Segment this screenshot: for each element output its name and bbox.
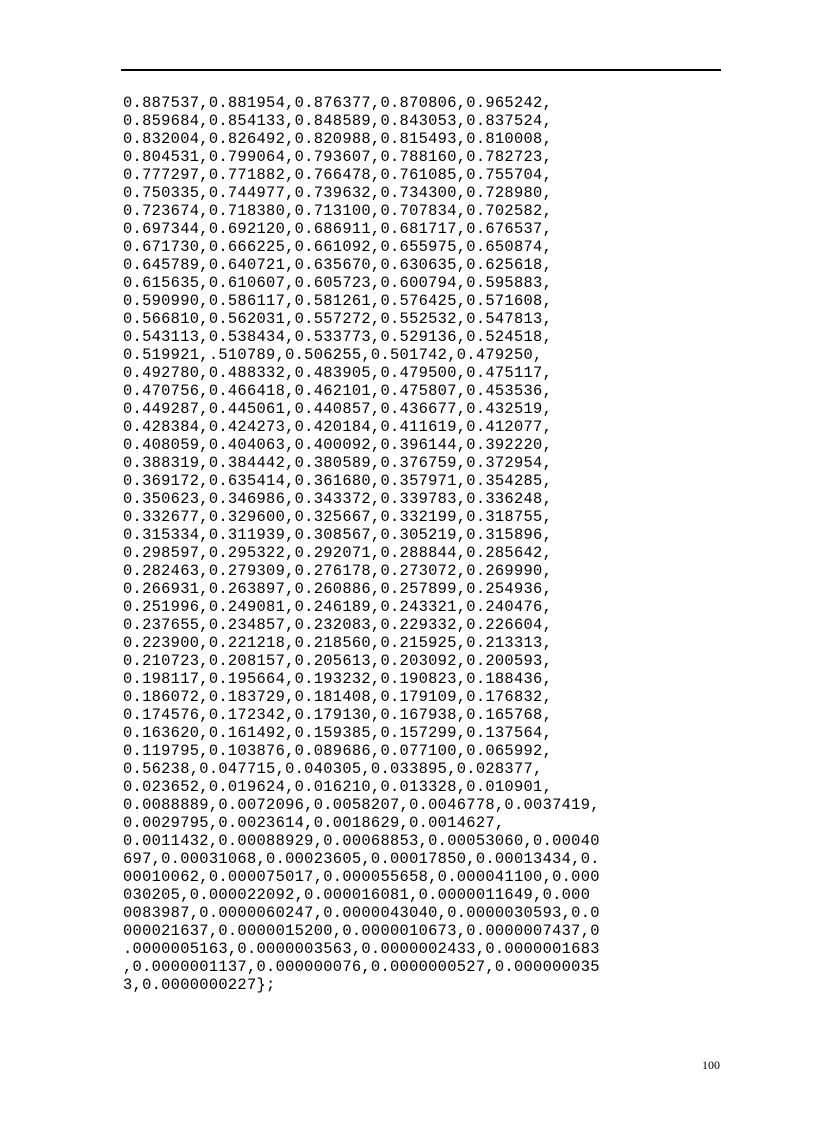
code-line: 0.369172,0.635414,0.361680,0.357971,0.354285, xyxy=(123,472,553,490)
code-line: 0.519921,.510789,0.506255,0.501742,0.479250, xyxy=(123,346,543,364)
code-line: 0.388319,0.384442,0.380589,0.376759,0.372954, xyxy=(123,454,553,472)
code-line: 0.645789,0.640721,0.635670,0.630635,0.625618, xyxy=(123,256,553,274)
code-line: 697,0.00031068,0.00023605,0.00017850,0.00013434,0. xyxy=(123,850,600,868)
code-line: 0.566810,0.562031,0.557272,0.552532,0.547813, xyxy=(123,310,553,328)
code-line: 0.350623,0.346986,0.343372,0.339783,0.336248, xyxy=(123,490,553,508)
code-line: 0.671730,0.666225,0.661092,0.655975,0.650874, xyxy=(123,238,553,256)
code-line: 0.750335,0.744977,0.739632,0.734300,0.728980, xyxy=(123,184,553,202)
code-line: 0.590990,0.586117,0.581261,0.576425,0.571608, xyxy=(123,292,553,310)
code-line: 0.023652,0.019624,0.016210,0.013328,0.010901, xyxy=(123,778,553,796)
code-line: 0.832004,0.826492,0.820988,0.815493,0.810008, xyxy=(123,130,553,148)
code-line: 0.887537,0.881954,0.876377,0.870806,0.965242, xyxy=(123,94,553,112)
code-line: 0.186072,0.183729,0.181408,0.179109,0.176832, xyxy=(123,688,553,706)
code-line: 0.804531,0.799064,0.793607,0.788160,0.782723, xyxy=(123,148,553,166)
code-line: 0083987,0.0000060247,0.0000043040,0.0000030593,0.0 xyxy=(123,904,600,922)
header-rule xyxy=(121,69,721,71)
page-number: 100 xyxy=(702,1058,720,1072)
code-line: 0.470756,0.466418,0.462101,0.475807,0.453536, xyxy=(123,382,553,400)
code-line: 0.237655,0.234857,0.232083,0.229332,0.226604, xyxy=(123,616,553,634)
code-line: 0.428384,0.424273,0.420184,0.411619,0.412077, xyxy=(123,418,553,436)
code-line: 0.0011432,0.00088929,0.00068853,0.00053060,0.00040 xyxy=(123,832,600,850)
code-line: 0.332677,0.329600,0.325667,0.332199,0.318755, xyxy=(123,508,553,526)
code-line: 0.223900,0.221218,0.218560,0.215925,0.213313, xyxy=(123,634,553,652)
code-line: 0.282463,0.279309,0.276178,0.273072,0.269990, xyxy=(123,562,553,580)
code-line: 0.408059,0.404063,0.400092,0.396144,0.392220, xyxy=(123,436,553,454)
code-line: 0.859684,0.854133,0.848589,0.843053,0.837524, xyxy=(123,112,553,130)
code-line: 0.615635,0.610607,0.605723,0.600794,0.595883, xyxy=(123,274,553,292)
code-line: 00010062,0.000075017,0.000055658,0.000041100,0.000 xyxy=(123,868,600,886)
code-line: 0.0088889,0.0072096,0.0058207,0.0046778,0.0037419, xyxy=(123,796,600,814)
code-line: 0.492780,0.488332,0.483905,0.479500,0.475117, xyxy=(123,364,553,382)
code-line: 0.315334,0.311939,0.308567,0.305219,0.315896, xyxy=(123,526,553,544)
code-line: 0.163620,0.161492,0.159385,0.157299,0.137564, xyxy=(123,724,553,742)
code-line: 0.697344,0.692120,0.686911,0.681717,0.676537, xyxy=(123,220,553,238)
code-line: 0.251996,0.249081,0.246189,0.243321,0.240476, xyxy=(123,598,553,616)
code-line: 3,0.0000000227}; xyxy=(123,976,276,994)
code-line: 0.777297,0.771882,0.766478,0.761085,0.755704, xyxy=(123,166,553,184)
code-line: 0.210723,0.208157,0.205613,0.203092,0.200593, xyxy=(123,652,553,670)
code-line: 0.174576,0.172342,0.179130,0.167938,0.165768, xyxy=(123,706,553,724)
code-line: 0.56238,0.047715,0.040305,0.033895,0.028377, xyxy=(123,760,543,778)
code-line: 0.543113,0.538434,0.533773,0.529136,0.524518, xyxy=(123,328,553,346)
code-line: ,0.0000001137,0.000000076,0.0000000527,0.000000035 xyxy=(123,958,600,976)
code-line: .0000005163,0.0000003563,0.0000002433,0.0000001683 xyxy=(123,940,600,958)
code-line: 0.298597,0.295322,0.292071,0.288844,0.285642, xyxy=(123,544,553,562)
code-line: 0.0029795,0.0023614,0.0018629,0.0014627, xyxy=(123,814,505,832)
code-listing xyxy=(123,94,733,994)
code-line: 0.266931,0.263897,0.260886,0.257899,0.254936, xyxy=(123,580,553,598)
code-line: 030205,0.000022092,0.000016081,0.0000011649,0.000 xyxy=(123,886,591,904)
code-line: 0.723674,0.718380,0.713100,0.707834,0.702582, xyxy=(123,202,553,220)
code-line: 0.198117,0.195664,0.193232,0.190823,0.188436, xyxy=(123,670,553,688)
code-line: 0.449287,0.445061,0.440857,0.436677,0.432519, xyxy=(123,400,553,418)
code-line: 0.119795,0.103876,0.089686,0.077100,0.065992, xyxy=(123,742,553,760)
code-line: 000021637,0.0000015200,0.0000010673,0.0000007437,0 xyxy=(123,922,600,940)
